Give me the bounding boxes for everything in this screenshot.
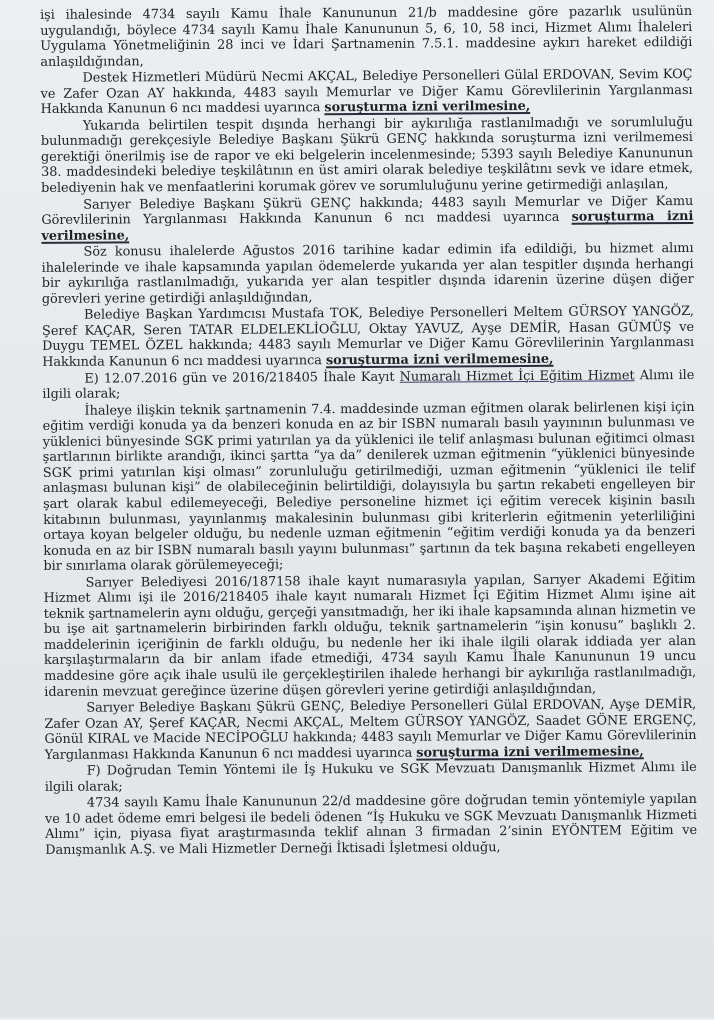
underlined-decision-text: soruşturma izni verilmemesine, — [325, 351, 554, 369]
underlined-decision-text: Numaralı Hizmet İçi Eğitim Hizmet — [399, 367, 635, 385]
document-paragraph — [42, 400, 695, 575]
paragraph-text: Destek Hizmetleri Müdürü Necmi AKÇAL, Belediye Personelleri Gülal ERDOVAN, Sevim KOÇ ve Zafer Ozan AY hakkında, 4483 sayılı Memurlar ve Diğer Kamu Görevlilerinin Yargılanması Hakkında Kanunun 6 ncı maddesi uyarınca — [40, 67, 693, 118]
document-paragraph — [42, 368, 694, 403]
document-paragraph — [40, 4, 692, 70]
document-paragraph — [41, 194, 693, 245]
paragraph-text: Sarıyer Belediyesi 2016/187158 ihale kayıt numarasıyla yapılan, Sarıyer Akademi Eğitim Hizmet Alımı işi ile 2016/218405 ihale kayıt numaralı Hizmet İçi Eğitim Hizmet Alımı işine ait teknik şartnamelerin aynı olduğu, gerçeği yansıtmadığı, her iki ihale kapsamında alınan hizmetin ve bu işe ait şartnamelerin birbirinden farklı olduğu, teknik şartnamelerin “işin konusu” başlıklı 2. maddelerinin içeriğinin de farklı olduğu, bu nedenle her iki ihale ilgili olarak iddiada yer alan karşılaştırmaların da bir anlam ifade etmediği, 4734 sayılı Kamu İhale Kanununun 19 uncu maddesine göre açık ihale usulü ile gerçekleştirilen ihalede herhangi bir aykırılığa rastlanılmadığı, idarenin mevzuat gereğince üzerine düşen görevleri yerine getirdiği anlaşıldığından, — [43, 571, 697, 700]
underlined-decision-text: soruşturma izni verilmesine, — [41, 209, 694, 244]
document-paragraph — [41, 241, 693, 307]
paragraph-text: İhaleye ilişkin teknik şartnamenin 7.4. maddesinde uzman eğitmen olarak belirlenen kişi için eğitim verdiği konuda ya da benzeri konuda en az bir ISBN numaralı basılı yayınının bulunması ve yüklenici bünyesinde SGK primi yatırılan ya da yüklenici ile telif anlaşması bulunan eğitimci olması şartlarının birlikte arandığı, ikinci şartta “ya da” denilerek uzman eğitmenin “yüklenici bünyesinde SGK primi yatırılan kişi olması” zorunluluğu getirilmediği, uzman eğitmenin “yüklenici ile telif anlaşması bulunan kişi” de olabileceğinin belirtildiği, dolayısıyla bu şartın rekabeti engelleyen bir şart olarak kabul edilemeyeceği, Belediye personeline hizmet içi eğitim verecek kişinin basılı kitabının bulunması, yayınlanmış makalesinin bulunması gibi kriterlerin eğitmenin yeterliliğini ortaya koyan belgeler olduğu, bu nedenle uzman eğitmenin “eğitim verdiği konuda ya da benzeri konuda en az bir ISBN numaralı basılı yayını bulunması” şartının da tek başına rekabeti engelleyen bir sınırlama olarak görülemeyeceği; — [42, 399, 696, 575]
document-paragraph — [40, 67, 692, 118]
paragraph-text: Alımı ile ilgili olarak; — [42, 367, 695, 403]
paragraph-text: Söz konusu ihalelerde Ağustos 2016 tarihine kadar edimin ifa edildiği, bu hizmet alımı ihalelerinde ve ihale kapsamında yapılan ödemelerde yukarıda yer alan tespitler dışında herhangi bir aykırılığa rastlanılmadığı, yukarıda yer alan tespitler dışında idarenin üzerine düşen diğer görevleri yerine getirdiği anlaşıldığından, — [41, 241, 694, 307]
paragraph-text: F) Doğrudan Temin Yöntemi ile İş Hukuku ve SGK Mevzuatı Danışmanlık Hizmet Alımı ile ilgili olarak; — [44, 760, 697, 795]
paragraph-text: Sarıyer Belediye Başkanı Şükrü GENÇ hakkında; 4483 sayılı Memurlar ve Diğer Kamu Görevlilerinin Yargılanması Hakkında Kanunun 6 ncı maddesi uyarınca — [41, 193, 694, 229]
paragraph-text: E) 12.07.2016 gün ve 2016/218405 İhale Kayıt — [84, 369, 400, 387]
document-paragraph — [45, 792, 697, 858]
paragraph-text: Sarıyer Belediye Başkanı Şükrü GENÇ, Belediye Personelleri Gülal ERDOVAN, Ayşe DEMİR, Zafer Ozan AY, Şeref KAÇAR, Necmi AKÇAL, Meltem GÜRSOY YANGÖZ, Saadet GÖNE ERGENÇ, Gönül KIRAL ve Macide NECİPOĞLU hakkında; 4483 sayılı Memurlar ve Diğer Kamu Görevlilerinin Yargılanması Hakkında Kanunun 6 ncı maddesi uyarınca — [44, 697, 697, 763]
paragraph-text: 4734 sayılı Kamu İhale Kanununun 22/d maddesine göre doğrudan temin yöntemiyle yapılan ve 10 adet ödeme emri belgesi ile bedeli ödenen “İş Hukuku ve SGK Mevzuatı Danışmanlık Hizmeti Alımı” için, piyasa fiyat araştırmasında teklif alınan 3 firmadan 2’sinin EYÖNTEM Eğitim ve Danışmanlık A.Ş. ve Mali Hizmetler Derneği İktisadi İşletmesi olduğu, — [44, 792, 698, 858]
paragraph-text: Yukarıda belirtilen tespit dışında herhangi bir aykırılığa rastlanılmadığı ve sorumluluğu bulunmadığı gerekçesiyle Belediye Başkanı Şükrü GENÇ hakkında soruşturma izni verilmemesi gerektiği önerilmiş ise de rapor ve eki belgelerin incelenmesinde; 5393 sayılı Belediye Kanununun 38. maddesindeki belediye teşkilâtının en üst amiri olarak belediye teşkilâtını sevk ve idare etmek, belediyenin hak ve menfaatlerini korumak görev ve sorumluluğunu yerine getirmediği anlaşılan, — [40, 114, 694, 196]
document-paragraph — [44, 572, 697, 700]
document-paragraph — [41, 115, 693, 197]
underlined-decision-text: soruşturma izni verilmemesine, — [416, 743, 644, 761]
document-paragraph — [42, 304, 694, 370]
paragraph-text: işi ihalesinde 4734 sayılı Kamu İhale Kanununun 21/b maddesine göre pazarlık usulünün uygulandığı, böylece 4734 sayılı Kamu İhale Kanununun 5, 6, 10, 58 inci, Hizmet Alımı İhaleleri Uygulama Yönetmeliğinin 28 inci ve İdari Şartnamenin 7.5.1. maddesine aykırı hareket edildiği anlaşıldığından, — [40, 3, 693, 70]
document-paragraph — [45, 760, 697, 795]
underlined-decision-text: soruşturma izni verilmesine, — [324, 99, 531, 116]
document-paragraph — [44, 697, 696, 763]
paragraph-text: Belediye Başkan Yardımcısı Mustafa TOK, Belediye Personelleri Meltem GÜRSOY YANGÖZ, Şeref KAÇAR, Seren TATAR ELDELEKLİOĞLU, Oktay YAVUZ, Ayşe DEMİR, Hasan GÜMÜŞ ve Duygu TEMEL ÖZEL hakkında; 4483 sayılı Memurlar ve Diğer Kamu Görevlilerinin Yargılanması Hakkında Kanunun 6 ncı maddesi uyarınca — [41, 304, 695, 370]
